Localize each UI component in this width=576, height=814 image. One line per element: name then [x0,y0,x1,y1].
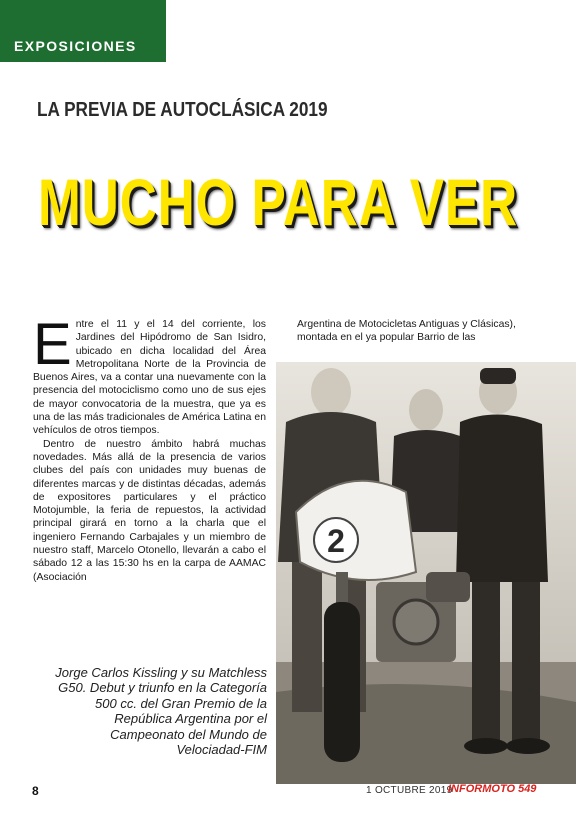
photo-illustration [276,362,576,784]
magazine-brand: INFORMOTO 549 [448,783,537,795]
headline: MUCHO PARA VER [38,165,518,239]
article-column-left [33,312,266,584]
article-column-right: Argentina de Motocicletas Antiguas y Clásicas), montada en el ya popular Barrio de las [297,319,516,344]
paragraph-1-text: ntre el 11 y el 14 del corriente, los Jardines del Hipódromo de San Isidro, ubicado en dicha localidad del Área Metropolitana Norte de la Provincia de Buenos Aires, va a contar una nuevamente con la presencia del motociclismo como uno de sus ejes de mayor convocatoria de la muestra, que ya es una de las más tradicionales de América Latina en vehículos de otros tiempos. [33,319,266,437]
section-label: EXPOSICIONES [14,38,137,54]
article-paragraph-1 [33,312,266,438]
section-tab [0,0,166,62]
race-number: 2 [327,523,345,559]
kicker-title: LA PREVIA DE AUTOCLÁSICA 2019 [37,99,328,121]
article-paragraph-2: Dentro de nuestro ámbito habrá muchas novedades. Más allá de la presencia de varios clubes del país con unidades muy buenas de diferentes marcas y de distintas décadas, además de expositores particulares y el práctico Motojumble, la feria de repuestos, la actividad principal girará en torno a la charla que el ingeniero Fernando Carbajales y un miembro de nuestro staff, Marcelo Otonello, llevarán a cabo el sábado 12 a las 15:30 hs en la carpa de AAMAC (Asociación [33,438,266,583]
drop-cap: E [33,312,72,377]
page-number: 8 [32,784,39,798]
issue-date: 1 OCTUBRE 2019 [366,785,453,796]
photo-caption: Jorge Carlos Kissling y su Matchless G50. Debut y triunfo en la Categoría 500 cc. del Gran Premio de la República Argentina por el Campeonato del Mundo de Velociadad-FIM [55,665,267,758]
article-photo [276,362,576,784]
